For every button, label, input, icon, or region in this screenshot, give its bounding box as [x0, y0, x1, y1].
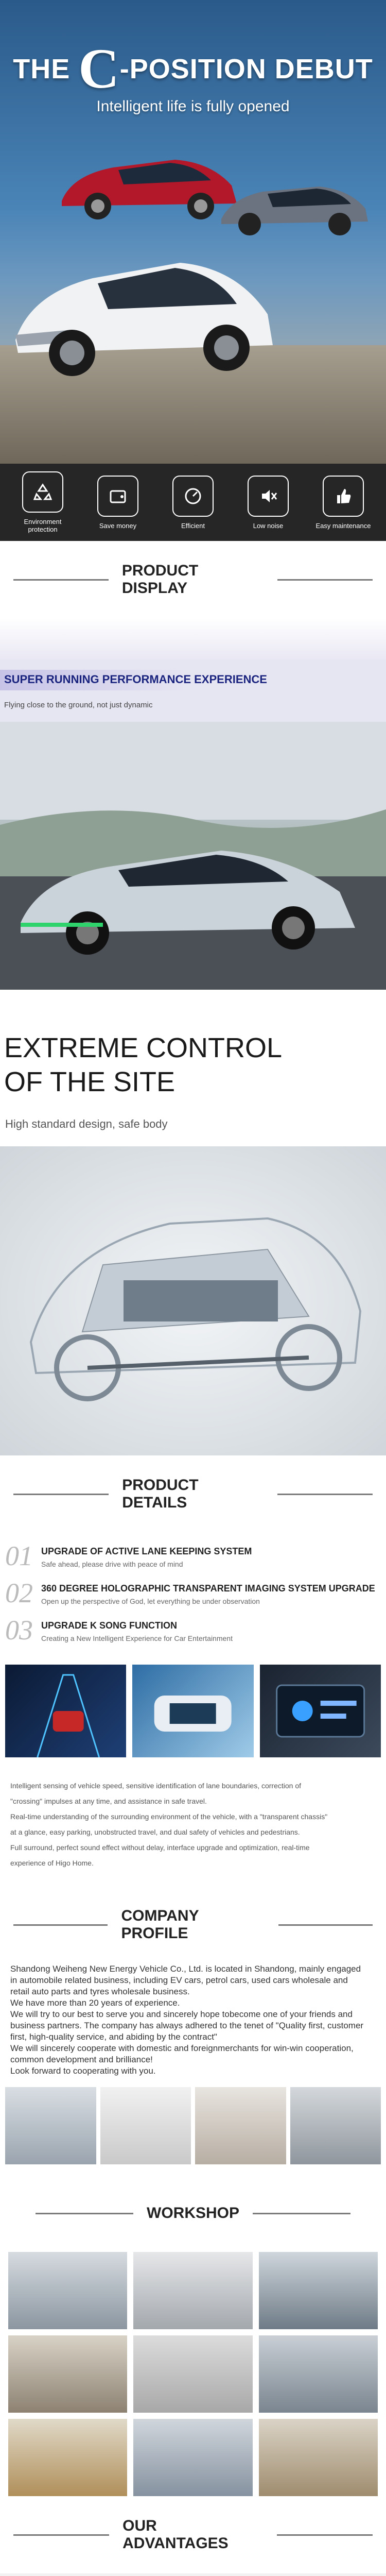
office-photo [195, 2087, 286, 2164]
hero-subtitle: Intelligent life is fully opened [96, 98, 290, 115]
section-product-display [0, 541, 386, 618]
hero-title: THE C-POSITION DEBUT [13, 37, 373, 100]
performance-car-photo [0, 722, 386, 990]
extreme-subtitle: High standard design, safe body [5, 1117, 168, 1130]
feature-bar [0, 464, 386, 541]
section-heading: COMPANY PROFILE [121, 1907, 199, 1942]
workshop-photo [8, 2252, 127, 2329]
workshop-photo [133, 2419, 252, 2496]
feature-save-money [87, 476, 149, 530]
wallet-icon [108, 486, 128, 506]
section-heading: PRODUCT DETAILS [122, 1477, 199, 1511]
workshop-photo [259, 2335, 378, 2413]
hero-banner [0, 0, 386, 464]
feature-environment [12, 471, 74, 533]
feature-label: Save money [99, 521, 137, 530]
feature-label: Environment protection [24, 518, 62, 533]
section-advantages [0, 2496, 386, 2573]
feature-low-noise [237, 476, 299, 530]
office-photo [100, 2087, 191, 2164]
office-photo [290, 2087, 381, 2164]
detail-item: 03 UPGRADE K SONG FUNCTION Creating a New Intelligent Experience for Car Entertainment [5, 1615, 233, 1646]
section-company-profile [0, 1886, 386, 1963]
advantages-list [0, 2573, 386, 2576]
workshop-photo [133, 2252, 252, 2329]
detail-description: Intelligent sensing of vehicle speed, sensitive identification of lane boundaries, correction of "crossing" impulses at any time, and assistance in safe travel. Real-time understanding of the surrounding environment of the vehicle, with a "transparent chassis" at a glance, easy parking, unobstructed travel, and dual safety of vehicles and pedestrians. Full surround, perfect sound effect without delay, interface upgrade and optimization, real-time experience of Higo Home. [10, 1782, 328, 1867]
mute-icon [258, 486, 278, 506]
section-heading: WORKSHOP [147, 2205, 239, 2222]
red-car-image [57, 144, 242, 222]
separator-band [0, 618, 386, 659]
section-heading: PRODUCT DISPLAY [121, 562, 199, 597]
feature-label: Low noise [253, 521, 284, 530]
detail-item: 02 360 DEGREE HOLOGRAPHIC TRANSPARENT IMAGING SYSTEM UPGRADE Open up the perspective of God, let everything be under observation [5, 1578, 375, 1608]
performance-subtitle: Flying close to the ground, not just dynamic [4, 701, 153, 709]
white-car-image [10, 232, 278, 386]
chassis-xray-image [0, 1146, 386, 1455]
section-heading: OUR ADVANTAGES [122, 2517, 229, 2552]
transparent-imaging-photo [132, 1665, 253, 1757]
detail-list [0, 1533, 386, 1659]
feature-label: Easy maintenance [315, 521, 371, 530]
detail-item: 01 UPGRADE OF ACTIVE LANE KEEPING SYSTEM Safe ahead, please drive with peace of mind [5, 1540, 252, 1571]
workshop-photo [8, 2335, 127, 2413]
extreme-title: EXTREME CONTROL OF THE SITE [4, 1032, 283, 1097]
feature-label: Efficient [181, 521, 205, 530]
company-profile-text: Shandong Weiheng New Energy Vehicle Co., Ltd. is located in Shandong, mainly engaged in automobile related business, including EV cars, petrol cars, used cars wholesale and retail auto parts and tyres wholesale business. We have more than 20 years of experience. We will try to our best to serve you and sincerely hope tobecome one of your friends and business partners. The company has always adhered to the tenet of "Quality first, customer first, high-quality service, and abiding by the contract" We will sincerely cooperate with domestic and foreignmerchants for win-win cooperation, common development and brilliance! Look forward to cooperating with you. [10, 1964, 364, 2076]
lane-keeping-photo [5, 1665, 126, 1757]
feature-efficient [162, 476, 224, 530]
workshop-photo [259, 2252, 378, 2329]
speed-icon [183, 486, 203, 506]
extreme-control-section [0, 990, 386, 1455]
detail-thumbnails [0, 1659, 386, 1762]
recycle-icon [32, 482, 53, 502]
thumbs-up-icon [333, 486, 354, 506]
office-photos [0, 2077, 386, 2175]
section-workshop [0, 2175, 386, 2252]
grey-car-image [216, 170, 371, 237]
workshop-photo [259, 2419, 378, 2496]
workshop-photo [8, 2419, 127, 2496]
infotainment-photo [260, 1665, 381, 1757]
office-photo [5, 2087, 96, 2164]
feature-easy-maintenance [312, 476, 374, 530]
performance-heading: SUPER RUNNING PERFORMANCE EXPERIENCE [4, 673, 267, 686]
performance-header [0, 659, 386, 722]
section-product-details [0, 1455, 386, 1533]
workshop-photo [133, 2335, 252, 2413]
workshop-photos [0, 2252, 386, 2496]
